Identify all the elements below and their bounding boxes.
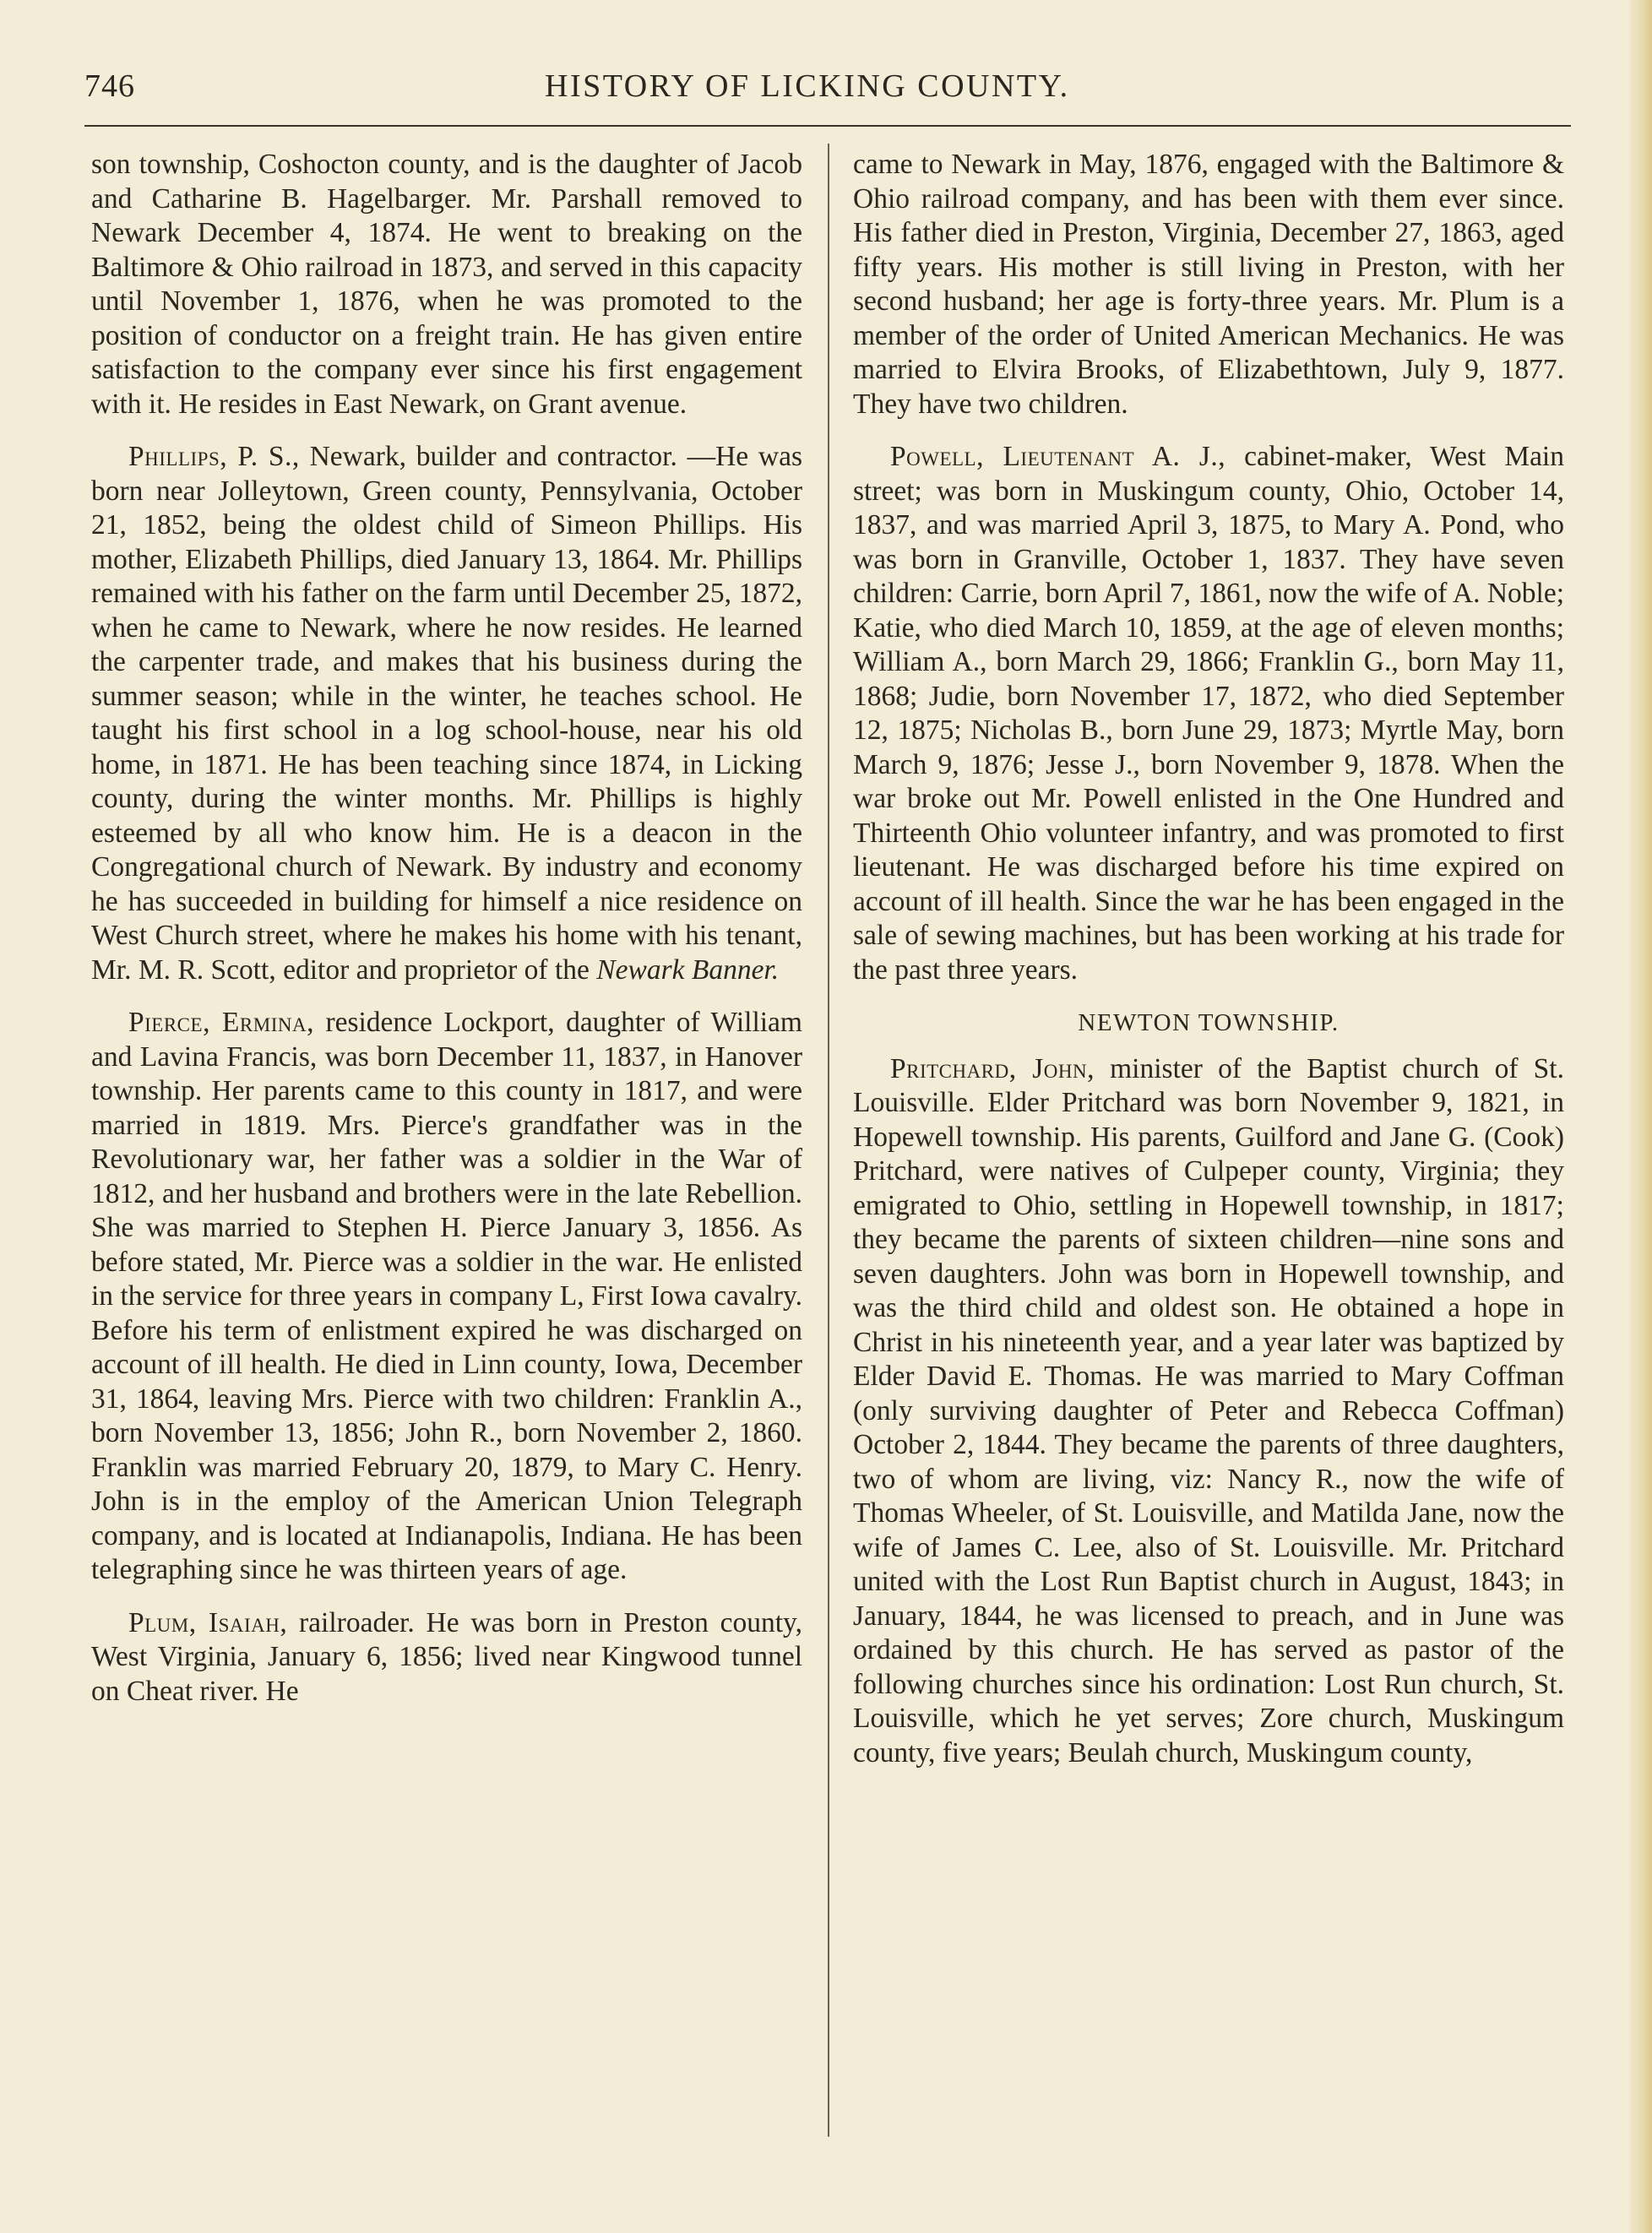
paragraph-parshall-continued: son township, Coshocton county, and is the daughter of Jacob and Catharine B. Hagelbarger. Mr. Parshall removed to Newark December 4, 1874. He went to breaking on the Baltimore & Ohio railroad in 1873, and served in this capacity until November 1, 1876, when he was promoted to the position of conductor on a freight train. He has given entire satisfaction to the company ever since his first engagement with it. He resides in East Newark, on Grant avenue. [91,149,802,420]
paragraph-powell [853,440,1564,987]
entry-text-plum: railroader. He was born in Preston county, West Virginia, January 6, 1856; lived near Kingwood tunnel on Cheat river. He [91,1606,802,1707]
entry-name-plum: Plum, Isaiah, [128,1606,288,1638]
section-heading: NEWTON TOWNSHIP. [1078,1009,1340,1036]
paragraph-pritchard [853,1052,1564,1771]
paragraph-plum [91,1606,802,1709]
paragraph-phillips [91,440,802,987]
column-divider [828,144,829,2137]
entry-name-pritchard: Pritchard, John, [890,1052,1095,1084]
entry-text-phillips: Newark, builder and contractor. —He was born near Jolleytown, Green county, Pennsylvania, October 21, 1852, being the oldest child of Simeon Phillips. His mother, Elizabeth Phillips, died January 13, 1864. Mr. Phillips remained with his father on the farm until December 25, 1872, when he came to Newark, where he now resides. He learned the carpenter trade, and makes that his business during the summer season; while in the winter, he teaches school. He taught his first school in a log school-house, near his old home, in 1871. He has been teaching since 1874, in Licking county, during the winter months. Mr. Phillips is highly esteemed by all who know him. He is a deacon in the Congregational church of Newark. By industry and economy he has succeeded in building for himself a nice residence on West Church street, where he makes his home with his tenant, Mr. M. R. Scott, editor and proprietor of the [91,441,802,986]
page-edge [1630,0,1652,2233]
entry-name-powell: Powell, Lieutenant A. J., [890,441,1226,472]
paragraph-pierce [91,1006,802,1588]
header-rule [84,125,1571,127]
newspaper-title: Newark Banner. [596,954,780,986]
page-header [84,68,1571,118]
entry-text-pritchard: minister of the Baptist church of St. Louisville. Elder Pritchard was born November 9, 1821, in Hopewell township. His parents, Guilford and Jane G. (Cook) Pritchard, were natives of Culpeper county, Virginia; they emigrated to Ohio, settling in Hopewell township, in 1817; they became the parents of sixteen children—nine sons and seven daughters. John was born in Hopewell township, and was the third child and oldest son. He obtained a hope in Christ in his nineteenth year, and a year later was baptized by Elder David E. Thomas. He was married to Mary Coffman (only surviving daughter of Peter and Rebecca Coffman) October 2, 1844. They became the parents of three daughters, two of whom are living, viz: Nancy R., now the wife of Thomas Wheeler, of St. Louisville, and Matilda Jane, now the wife of James C. Lee, also of St. Louisville. Mr. Pritchard united with the Lost Run Baptist church in August, 1843; in January, 1844, he was licensed to preach, and in June was ordained by this church. He has served as pastor of the following churches since his ordination: Lost Run church, St. Louisville, which he yet serves; Zore church, Muskingum county, five years; Beulah church, Muskingum county, [853,1052,1564,1768]
running-head: HISTORY OF LICKING COUNTY. [545,68,1070,104]
right-column [853,148,1564,1789]
page-number: 746 [84,68,135,104]
left-column [91,148,802,1727]
entry-name-phillips: Phillips, P. S., [128,441,300,472]
entry-text-powell: cabinet-maker, West Main street; was born in Muskingum county, Ohio, October 14, 1837, and was married April 3, 1875, to Mary A. Pond, who was born in Granville, October 1, 1837. They have seven children: Carrie, born April 7, 1861, now the wife of A. Noble; Katie, who died March 10, 1859, at the age of eleven months; William A., born March 29, 1866; Franklin G., born May 11, 1868; Judie, born November 17, 1872, who died September 12, 1875; Nicholas B., born June 29, 1873; Myrtle May, born March 9, 1876; Jesse J., born November 9, 1878. When the war broke out Mr. Powell enlisted in the One Hundred and Thirteenth Ohio volunteer infantry, and was promoted to first lieutenant. He was discharged before his time expired on account of ill health. Since the war he has been engaged in the sale of sewing machines, but has been working at his trade for the past three years. [853,441,1564,986]
entry-text-pierce: residence Lockport, daughter of William and Lavina Francis, was born December 11, 1837, in Hanover township. Her parents came to this county in 1817, and were married in 1819. Mrs. Pierce's grandfather was in the Revolutionary war, her father was a soldier in the War of 1812, and her husband and brothers were in the late Rebellion. She was married to Stephen H. Pierce January 3, 1856. As before stated, Mr. Pierce was a soldier in the war. He enlisted in the service for three years in company L, First Iowa cavalry. Before his term of enlistment expired he was discharged on account of ill health. He died in Linn county, Iowa, December 31, 1864, leaving Mrs. Pierce with two children: Franklin A., born November 13, 1856; John R., born November 2, 1860. Franklin was married February 20, 1879, to Mary C. Henry. John is in the employ of the American Union Telegraph company, and is located at Indianapolis, Indiana. He has been telegraphing since he was thirteen years of age. [91,1007,802,1585]
paragraph-plum-continued: came to Newark in May, 1876, engaged with the Baltimore & Ohio railroad company, and has been with them ever since. His father died in Preston, Virginia, December 27, 1863, aged fifty years. His mother is still living in Preston, with her second husband; her age is forty-three years. Mr. Plum is a member of the order of United American Mechanics. He was married to Elvira Brooks, of Elizabethtown, July 9, 1877. They have two children. [853,149,1564,420]
entry-name-pierce: Pierce, Ermina, [128,1007,314,1038]
